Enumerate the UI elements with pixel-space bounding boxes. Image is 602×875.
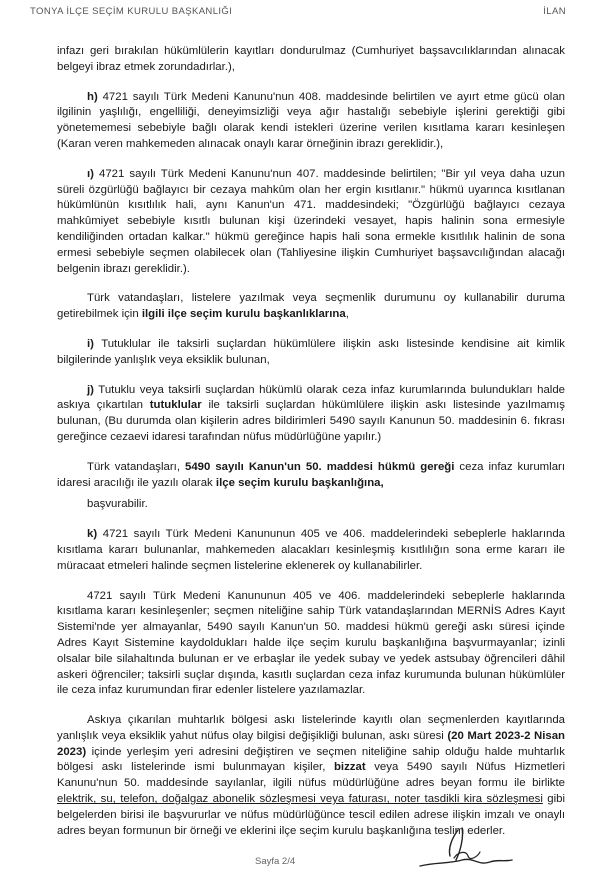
citizens-2-text-a: Türk vatandaşları,	[87, 460, 185, 473]
paragraph-citizens-1	[57, 291, 565, 323]
last-bold-dates: (20 Mart 2023-2 Nisan 2023)	[57, 729, 566, 758]
paragraph-i	[57, 167, 565, 278]
last-underlined-documents: elektrik, su, telefon, doğalgaz abonelik sözleşmesi veya faturası, noter tasdikli kira sözleşmesi	[57, 793, 543, 806]
paragraph-infaz: infazı geri bırakılan hükümlülerin kayıtları dondurulmaz (Cumhuriyet başsavcılıklarından alınacak belgeyi ibraz etmek zorundadırlar.),	[57, 45, 565, 73]
paragraph-k-text: 4721 sayılı Türk Medeni Kanununun 405 ve 406. maddelerindeki sebeplerle haklarında kısıtlama kararı bulunanlar, mahkemeden alacakları kesinleşmiş kısıtlılığın sona erme kararı ile müracaat etmeleri halinde seçmen listelerine eklenerek oy kullanabilirler.	[57, 528, 565, 572]
last-text-a: Askıya çıkarılan muhtarlık bölgesi askı listelerinde kayıtlı olan seçmenlerden kayıtlarında yanlışlık veya eksiklik yahut nüfus olay bilgisi değişikliği bulunan, askı süresi	[57, 714, 565, 742]
item-letter-j: j)	[87, 383, 94, 396]
last-text-e: veya 5490 sayılı Nüfus Hizmetleri Kanunu'nun 50. maddesinde sayılanlar, ilgili nüfus müdürlüğüne adres beyan formu ile birlikte	[57, 761, 565, 790]
item-letter-h: h)	[87, 90, 98, 103]
last-text-c: içinde yerleşim yeri adresini değiştiren ve seçmen niteliğine sahip olduğu halde muhtarlık bölgesi askı listelerinde ismi bulunmayan kişiler,	[57, 745, 565, 774]
paragraph-citizens-2	[57, 460, 565, 492]
paragraph-ii	[57, 337, 565, 369]
last-bold-bizzat: bizzat	[333, 761, 366, 774]
last-text-g: gibi belgelerden birisi ile başvururlar ve nüfus müdürlüğünce tescil edilen adrese ilişkin imzalı ve onaylı adres beyan formunun bir örneği ve eklerini ilçe seçim kurulu başkanlığına teslim ederler.	[57, 793, 565, 837]
paragraph-restrictions: 4721 sayılı Türk Medeni Kanununun 405 ve 406. maddelerindeki sebeplerle haklarında kısıtlama kararı kesinleşenler; seçmen niteliğine sahip Türk vatandaşlarından MERNİS Adres Kayıt Sistemi'nde yer almayanlar, 5490 sayılı Kanun'un 50. maddesi hükmü gereği askı süresi içinde Adres Kayıt Sistemine kaydoldukları halde ilçe seçim kurulu başkanlığına başvurmayanlar; izinli olsalar bile silahaltında bulunan er ve erbaşlar ile yedek subay ve yedek astsubay öğrencileri dâhil askeri öğrenciler; taksirli suçlar dışında, kasıtlı suçlardan ceza infaz kurumunda bulunan hükümlüler ile ceza infaz kurumundan firar edenler listelere yazılamazlar.	[57, 589, 565, 697]
citizens-1-text: Türk vatandaşları, listelere yazılmak veya seçmenlik durumunu oy kullanabilir duruma getirebilmek için	[57, 292, 565, 321]
paragraph-h-text: 4721 sayılı Türk Medeni Kanunu'nun 408. maddesinde belirtilen ve ayırt etme gücü olan ilgilinin yaşlılığı, engelliliği, deneyimsizliği veya ağır hastalığı sebebiyle işlerini gerektiği gibi yönetememesi sebebiyle bağlı olarak kendi istekleri üzerine verilen kısıtlama kararı kesinleşen (Karan veren mahkemeden alınacak onaylı karar örneğinin ibrazı gereklidir.),	[57, 90, 565, 150]
citizens-1-bold: ilgili ilçe seçim kurulu başkanlıklarına	[141, 308, 346, 321]
paragraph-apply: başvurabilir.	[87, 498, 148, 511]
item-letter-k: k)	[87, 528, 98, 541]
paragraph-ii-text: Tutuklular ile taksirli suçlardan hükümlülere ilişkin askı listesinde kendisine ait kimlik bilgilerinde yanlışlık veya eksiklik bulunan,	[57, 337, 565, 366]
paragraph-j-text-c: ile taksirli suçlardan hükümlülere ilişkin askı listesinde yazılmamış bulunan, (Bu durumda olan kişilerin adres bildirimleri 5490 sayılı Kanunun 50. maddesinin 6. fıkrası gereğince cezaevi idaresi tarafından nüfus müdürlüğüne yapılır.)	[57, 399, 566, 443]
item-letter-i: i)	[87, 337, 94, 350]
page-number: Sayfa 2/4	[255, 856, 296, 867]
paragraph-j	[57, 383, 565, 446]
paragraph-j-text-a: Tutuklu veya taksirli suçlardan hükümlü olarak ceza infaz kurumlarında bulundukları halde askıya çıkartılan	[57, 383, 565, 412]
citizens-2-bold-office: ilçe seçim kurulu başkanlığına,	[215, 476, 384, 489]
paragraph-j-bold: tutuklular	[149, 399, 202, 412]
paragraph-address-update	[57, 713, 565, 839]
paragraph-h	[57, 90, 565, 153]
citizens-2-bold-law: 5490 sayılı Kanun'un 50. maddesi hükmü gereği	[185, 460, 455, 473]
paragraph-i-text: 4721 sayılı Türk Medeni Kanunu'nun 407. maddesinde belirtilen; "Bir yıl veya daha uzun süreli özgürlüğü bağlayıcı bir cezaya mahkûm olan her ergin kısıtlanır." hükmü uyarınca kısıtlanan hükümlünün kısıtlılık hali, aynı Kanun'un 471. maddesindeki; "Özgürlüğü bağlayıcı cezaya mahkûmiyet sebebiyle kısıtlı bulunan kişi üzerindeki vesayet, hapis halinin sona ermesiyle kendiliğinden ortadan kalkar." hükmü gereğince hapis hali sona ermekle kısıtlılık halinin de sona ermesi sebebiyle seçmen olabilecek olan (Tahliyesine ilişkin Cumhuriyet başsavcılığından alacağı belgenin ibrazı gereklidir.).	[57, 167, 565, 275]
citizens-1-end: ,	[345, 308, 349, 321]
signature-icon	[418, 826, 514, 872]
paragraph-k	[57, 527, 565, 574]
document-body	[57, 44, 565, 853]
header-title: TONYA İLÇE SEÇİM KURULU BAŞKANLIĞI	[30, 6, 233, 17]
item-letter-i-dotless: ı)	[87, 167, 94, 180]
citizens-2-text-c: ceza infaz kurumları idaresi aracılığı ile yazılı olarak	[57, 460, 565, 489]
header-label: İLAN	[543, 6, 566, 17]
